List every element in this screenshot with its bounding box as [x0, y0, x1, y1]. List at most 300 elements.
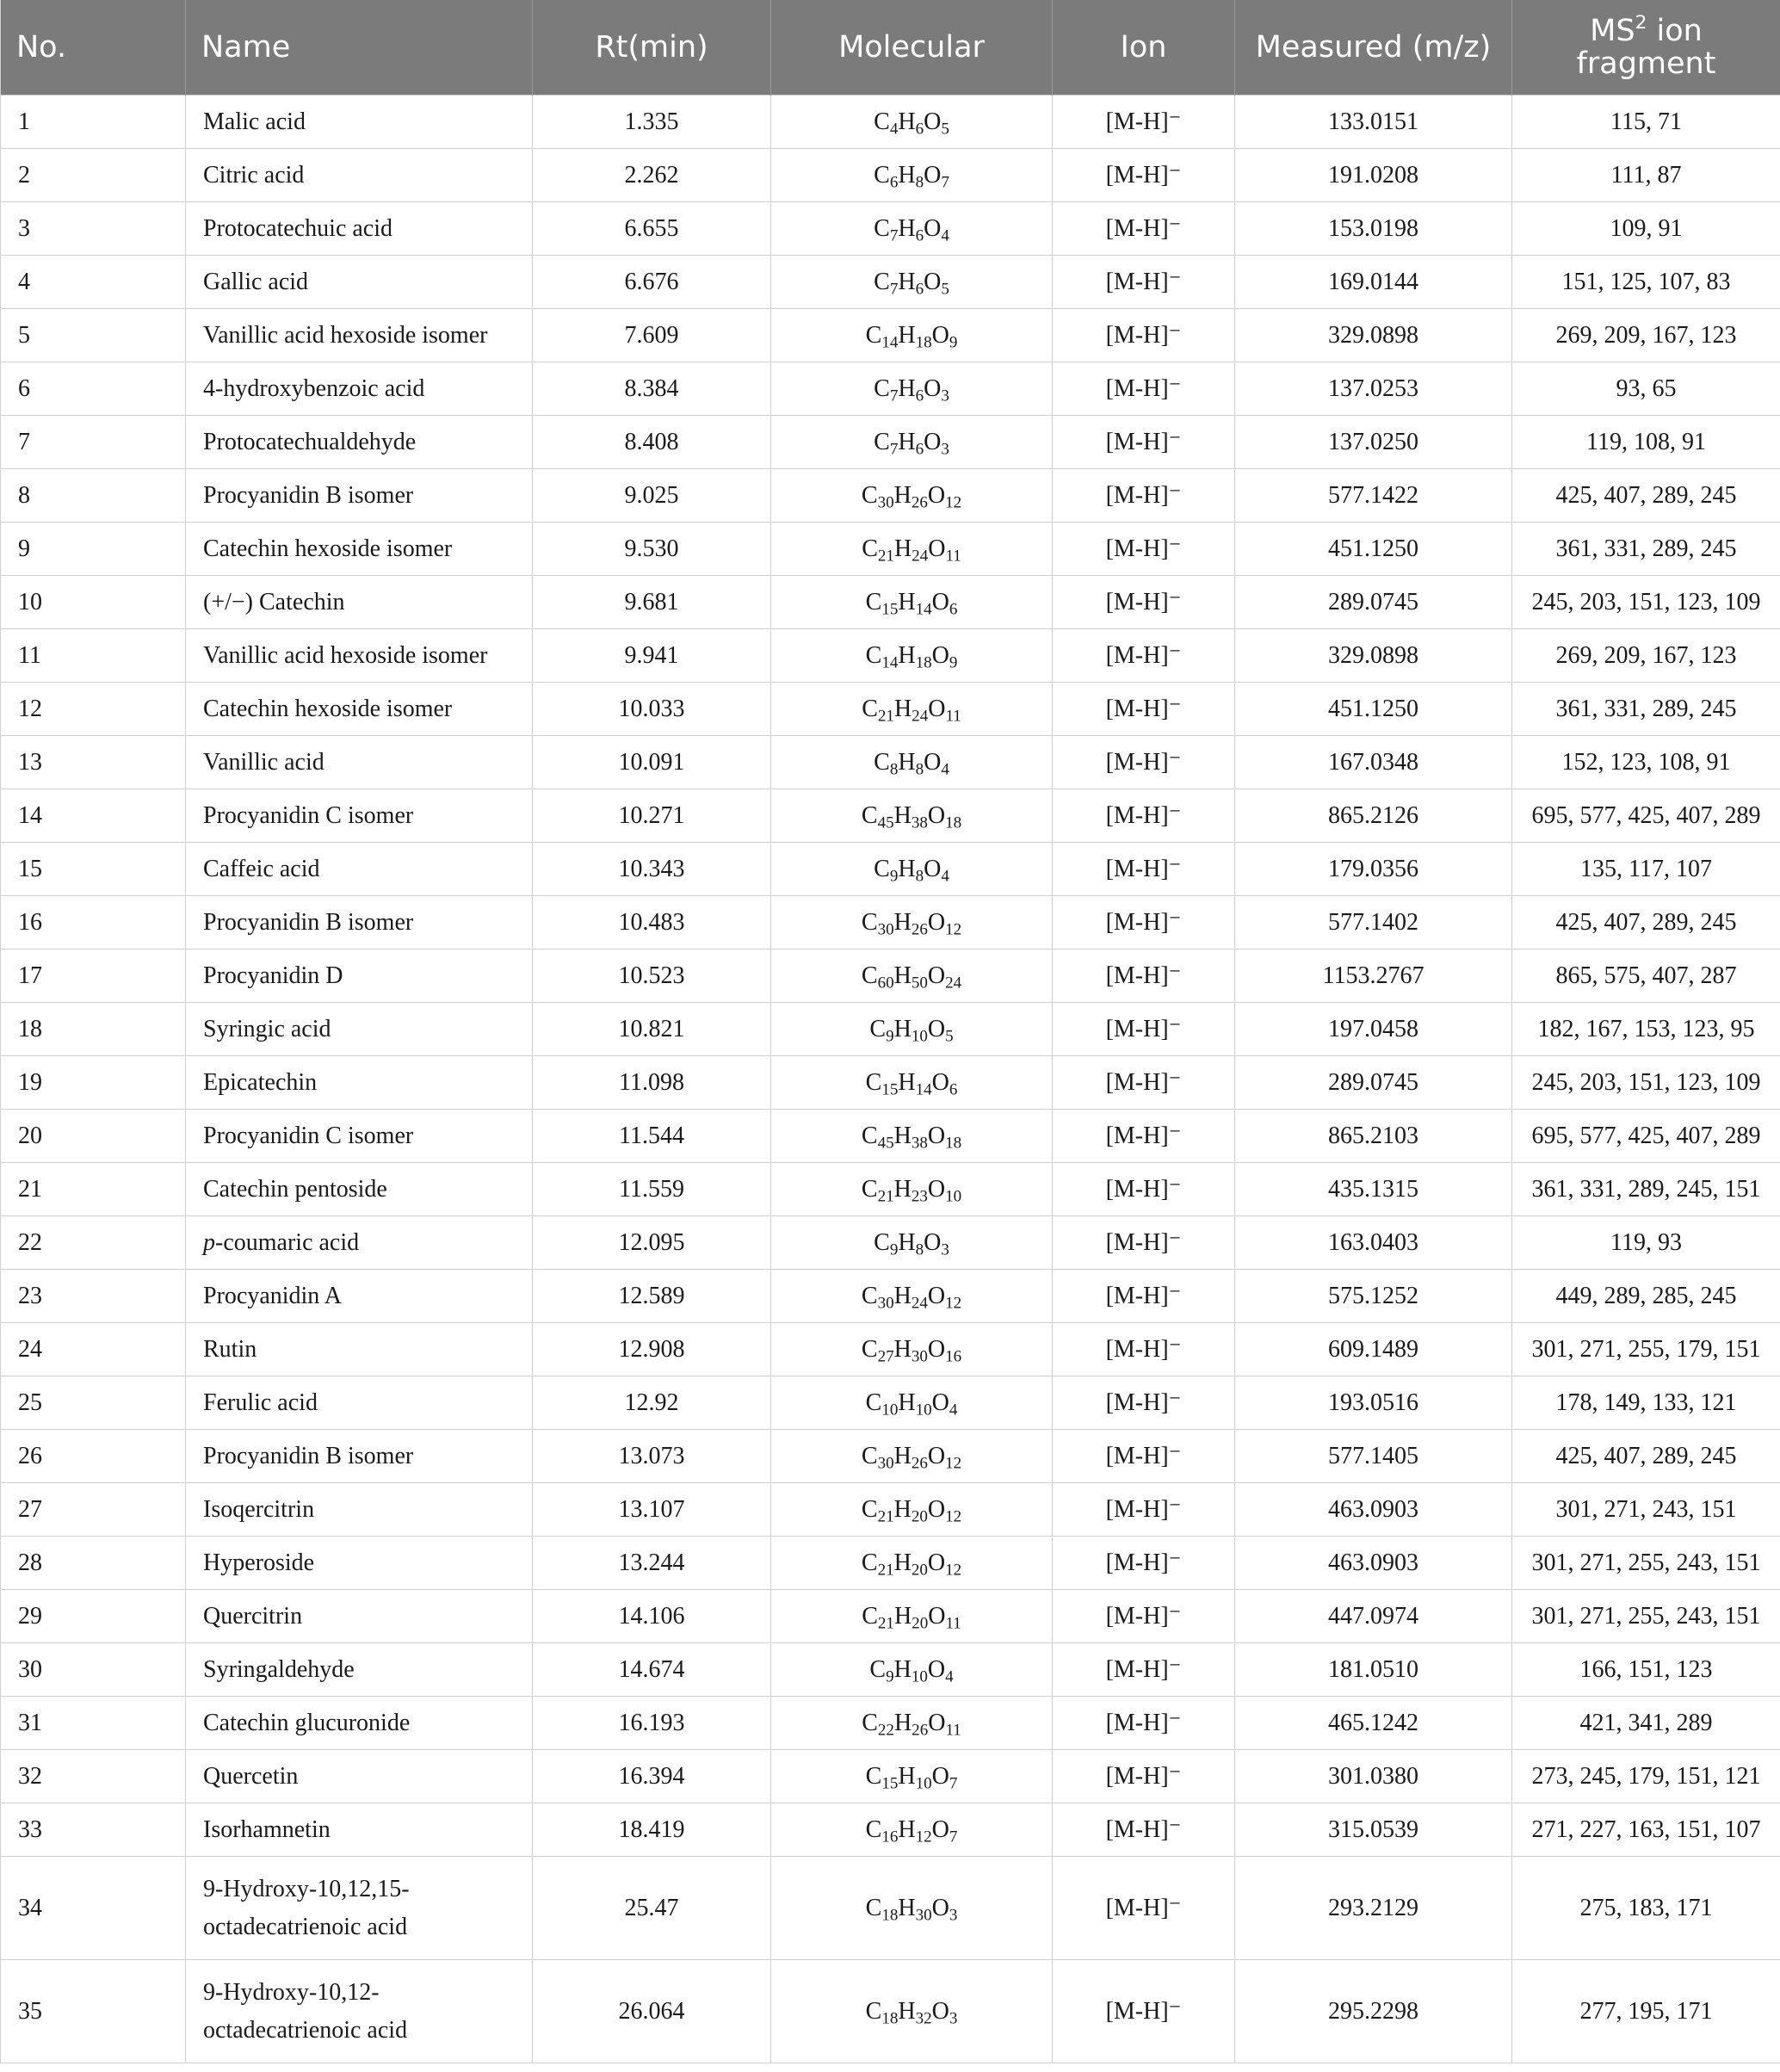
cell-measured: 315.0539: [1235, 1803, 1512, 1857]
formula-count: 32: [915, 2009, 932, 2028]
header-ms2-prefix: MS: [1590, 14, 1635, 48]
header-ms2-suffix: ion fragment: [1576, 14, 1716, 81]
formula-element: C: [861, 1549, 878, 1576]
name-text: 9-Hydroxy-10,12,15-: [203, 1875, 410, 1902]
cell-name: [186, 1216, 533, 1270]
cell-ms2-fragment: 115, 71: [1512, 96, 1780, 149]
formula-element: O: [927, 908, 946, 936]
cell-ion: [M-H]⁻: [1053, 1857, 1235, 1960]
formula-element: O: [924, 161, 942, 189]
cell-molecular: [771, 789, 1053, 843]
cell-name: [186, 469, 533, 523]
cell-ms2-fragment: 119, 93: [1512, 1216, 1780, 1270]
cell-name: [186, 1537, 533, 1590]
cell-name: [186, 736, 533, 789]
formula-count: 6: [915, 280, 924, 299]
cell-no: 23: [1, 1270, 186, 1323]
formula-count: 11: [945, 1721, 961, 1740]
cell-no: 18: [1, 1003, 186, 1056]
cell-name: [186, 1163, 533, 1216]
name-text: Catechin hexoside isomer: [203, 535, 453, 562]
formula-count: 8: [889, 760, 899, 779]
header-ms2-superscript: 2: [1635, 11, 1647, 34]
formula-count: 24: [912, 707, 929, 726]
formula-element: C: [865, 1068, 882, 1096]
formula-element: H: [893, 481, 912, 509]
formula-element: O: [927, 1549, 946, 1576]
formula-count: 12: [945, 1454, 962, 1473]
formula-count: 7: [889, 387, 899, 405]
cell-no: 32: [1, 1750, 186, 1803]
formula-element: H: [898, 374, 916, 402]
formula-count: 10: [915, 1401, 932, 1419]
cell-measured: 577.1422: [1235, 469, 1512, 523]
cell-no: 35: [1, 1960, 186, 2063]
cell-molecular: [771, 576, 1053, 629]
cell-molecular: [771, 1643, 1053, 1697]
header-name: Name: [186, 0, 533, 96]
formula-count: 18: [915, 653, 932, 672]
formula-element: O: [931, 1997, 949, 2025]
formula-count: 4: [941, 867, 949, 886]
cell-ion: [M-H]⁻: [1053, 896, 1235, 949]
formula-count: 8: [915, 760, 924, 779]
cell-molecular: [771, 1483, 1053, 1537]
cell-name: [186, 1110, 533, 1163]
formula-count: 21: [877, 547, 894, 566]
table-row: [1, 1590, 1780, 1643]
formula-count: 5: [941, 120, 949, 139]
name-text: 4-hydroxybenzoic acid: [203, 374, 425, 402]
cell-name: [186, 1270, 533, 1323]
formula-count: 15: [881, 1774, 899, 1793]
formula-count: 12: [945, 1294, 962, 1313]
table-row: [1, 149, 1780, 202]
formula-element: C: [874, 748, 890, 776]
formula-count: 9: [889, 867, 899, 886]
table-row: [1, 1323, 1780, 1376]
cell-molecular: [771, 1750, 1053, 1803]
cell-ion: [M-H]⁻: [1053, 1960, 1235, 2063]
formula-element: C: [861, 481, 878, 509]
cell-ion: [M-H]⁻: [1053, 202, 1235, 256]
formula-element: H: [898, 1228, 916, 1256]
cell-name: [186, 1056, 533, 1110]
cell-measured: 167.0348: [1235, 736, 1512, 789]
cell-ms2-fragment: 449, 289, 285, 245: [1512, 1270, 1780, 1323]
formula-count: 20: [911, 1507, 928, 1526]
formula-count: 10: [881, 1401, 899, 1419]
cell-measured: 465.1242: [1235, 1697, 1512, 1750]
formula-count: 10: [915, 1774, 932, 1793]
formula-count: 7: [949, 1774, 958, 1793]
formula-element: H: [893, 695, 912, 722]
cell-ion: [M-H]⁻: [1053, 362, 1235, 416]
formula-element: O: [928, 1602, 946, 1630]
cell-ion: [M-H]⁻: [1053, 1537, 1235, 1590]
cell-name: [186, 1750, 533, 1803]
cell-name: [186, 202, 533, 256]
formula-count: 5: [945, 1027, 954, 1046]
cell-ms2-fragment: 178, 149, 133, 121: [1512, 1376, 1780, 1430]
cell-measured: 193.0516: [1235, 1376, 1512, 1430]
cell-measured: 447.0974: [1235, 1590, 1512, 1643]
formula-count: 30: [877, 920, 894, 939]
cell-measured: 463.0903: [1235, 1537, 1512, 1590]
table-row: [1, 1270, 1780, 1323]
formula-count: 12: [945, 493, 962, 512]
formula-element: O: [927, 1495, 946, 1523]
name-text: (+/−) Catechin: [203, 588, 345, 615]
header-ion: Ion: [1053, 0, 1235, 96]
formula-count: 9: [949, 333, 958, 352]
cell-no: 10: [1, 576, 186, 629]
formula-count: 30: [911, 1347, 928, 1366]
formula-count: 8: [915, 1240, 924, 1259]
formula-element: H: [893, 1495, 912, 1523]
cell-ms2-fragment: 301, 271, 255, 243, 151: [1512, 1590, 1780, 1643]
cell-measured: 289.0745: [1235, 1056, 1512, 1110]
name-text: Citric acid: [203, 161, 305, 189]
formula-count: 18: [945, 813, 962, 832]
cell-name: [186, 683, 533, 736]
cell-no: 28: [1, 1537, 186, 1590]
name-text: Procyanidin B isomer: [203, 1442, 414, 1469]
formula-element: C: [865, 1894, 882, 1921]
cell-no: 27: [1, 1483, 186, 1537]
formula-count: 21: [877, 1561, 894, 1580]
cell-molecular: [771, 1697, 1053, 1750]
formula-count: 21: [877, 1614, 894, 1633]
table-row: [1, 469, 1780, 523]
table-row: [1, 1697, 1780, 1750]
table-row: [1, 1056, 1780, 1110]
cell-molecular: [771, 896, 1053, 949]
header-no: No.: [1, 0, 186, 96]
cell-measured: 153.0198: [1235, 202, 1512, 256]
name-text: Procyanidin C isomer: [203, 801, 414, 829]
cell-rt: 2.262: [533, 149, 771, 202]
formula-element: C: [874, 374, 890, 402]
cell-measured: 179.0356: [1235, 843, 1512, 896]
formula-count: 6: [949, 1080, 958, 1099]
table-row: [1, 416, 1780, 469]
formula-element: O: [924, 214, 942, 242]
formula-count: 24: [911, 1294, 928, 1313]
formula-count: 14: [881, 653, 899, 672]
formula-element: H: [893, 908, 912, 936]
table-row: [1, 362, 1780, 416]
formula-element: O: [928, 535, 946, 562]
cell-molecular: [771, 1270, 1053, 1323]
formula-element: H: [893, 1282, 912, 1309]
cell-measured: 1153.2767: [1235, 949, 1512, 1003]
cell-molecular: [771, 629, 1053, 683]
formula-count: 30: [915, 1906, 932, 1925]
table-row: [1, 896, 1780, 949]
name-text: Procyanidin C isomer: [203, 1122, 414, 1149]
name-text: Vanillic acid hexoside isomer: [203, 321, 488, 349]
formula-count: 14: [881, 333, 899, 352]
cell-no: 6: [1, 362, 186, 416]
name-text: Quercitrin: [203, 1602, 303, 1630]
formula-element: O: [927, 1122, 946, 1149]
cell-measured: 865.2126: [1235, 789, 1512, 843]
formula-element: C: [874, 428, 890, 455]
table-row: [1, 256, 1780, 309]
cell-no: 7: [1, 416, 186, 469]
cell-ms2-fragment: 361, 331, 289, 245: [1512, 683, 1780, 736]
table-row: [1, 1376, 1780, 1430]
formula-element: C: [874, 1228, 890, 1256]
name-text: Hyperoside: [203, 1549, 315, 1576]
cell-ms2-fragment: 277, 195, 171: [1512, 1960, 1780, 2063]
cell-ms2-fragment: 93, 65: [1512, 362, 1780, 416]
cell-ion: [M-H]⁻: [1053, 1163, 1235, 1216]
formula-element: O: [931, 1815, 949, 1843]
cell-rt: 11.098: [533, 1056, 771, 1110]
cell-molecular: [771, 1376, 1053, 1430]
formula-element: O: [927, 1282, 946, 1309]
cell-molecular: [771, 149, 1053, 202]
formula-count: 26: [911, 920, 928, 939]
cell-molecular: [771, 1216, 1053, 1270]
cell-ion: [M-H]⁻: [1053, 1590, 1235, 1643]
formula-count: 10: [911, 1667, 928, 1686]
formula-element: C: [861, 1282, 878, 1309]
formula-element: H: [898, 641, 916, 669]
cell-rt: 10.343: [533, 843, 771, 896]
cell-name: [186, 523, 533, 576]
formula-element: O: [924, 428, 942, 455]
formula-element: O: [931, 1068, 949, 1096]
formula-element: H: [893, 1175, 912, 1203]
cell-ms2-fragment: 275, 183, 171: [1512, 1857, 1780, 1960]
formula-element: O: [931, 1894, 949, 1921]
formula-element: H: [893, 962, 912, 989]
cell-rt: 9.025: [533, 469, 771, 523]
formula-element: O: [927, 1175, 946, 1203]
formula-count: 7: [889, 226, 899, 245]
formula-element: O: [924, 268, 942, 295]
cell-ion: [M-H]⁻: [1053, 309, 1235, 362]
cell-molecular: [771, 949, 1053, 1003]
cell-rt: 10.271: [533, 789, 771, 843]
formula-element: H: [893, 1655, 912, 1683]
cell-rt: 9.941: [533, 629, 771, 683]
table-row: [1, 1216, 1780, 1270]
formula-element: O: [928, 1709, 946, 1736]
cell-measured: 137.0253: [1235, 362, 1512, 416]
cell-ms2-fragment: 119, 108, 91: [1512, 416, 1780, 469]
cell-measured: 865.2103: [1235, 1110, 1512, 1163]
cell-ion: [M-H]⁻: [1053, 1323, 1235, 1376]
cell-rt: 10.821: [533, 1003, 771, 1056]
formula-element: O: [931, 641, 949, 669]
formula-element: H: [898, 1815, 916, 1843]
formula-element: C: [869, 1655, 887, 1683]
cell-ion: [M-H]⁻: [1053, 1643, 1235, 1697]
cell-measured: 295.2298: [1235, 1960, 1512, 2063]
cell-ion: [M-H]⁻: [1053, 149, 1235, 202]
cell-no: 1: [1, 96, 186, 149]
cell-no: 25: [1, 1376, 186, 1430]
formula-count: 9: [886, 1667, 894, 1686]
cell-rt: 10.483: [533, 896, 771, 949]
cell-measured: 575.1252: [1235, 1270, 1512, 1323]
name-text: Syringic acid: [203, 1015, 331, 1042]
cell-ms2-fragment: 271, 227, 163, 151, 107: [1512, 1803, 1780, 1857]
formula-count: 38: [911, 1134, 928, 1153]
formula-element: C: [861, 1495, 878, 1523]
cell-ion: [M-H]⁻: [1053, 1483, 1235, 1537]
formula-count: 3: [941, 440, 949, 459]
formula-count: 18: [945, 1134, 962, 1153]
cell-name: [186, 1643, 533, 1697]
cell-no: 14: [1, 789, 186, 843]
formula-count: 9: [949, 653, 958, 672]
cell-ion: [M-H]⁻: [1053, 1750, 1235, 1803]
cell-ion: [M-H]⁻: [1053, 629, 1235, 683]
table-row: [1, 309, 1780, 362]
formula-element: C: [861, 908, 878, 936]
cell-molecular: [771, 309, 1053, 362]
cell-name: [186, 256, 533, 309]
header-row: [1, 0, 1780, 96]
cell-ion: [M-H]⁻: [1053, 1003, 1235, 1056]
cell-molecular: [771, 1803, 1053, 1857]
table-row: [1, 1750, 1780, 1803]
cell-rt: 25.47: [533, 1857, 771, 1960]
formula-count: 6: [915, 440, 924, 459]
table-row: [1, 523, 1780, 576]
cell-name: [186, 843, 533, 896]
cell-no: 24: [1, 1323, 186, 1376]
cell-molecular: [771, 1323, 1053, 1376]
cell-molecular: [771, 1537, 1053, 1590]
cell-name: [186, 416, 533, 469]
name-text: Ferulic acid: [203, 1389, 318, 1416]
formula-count: 4: [949, 1401, 958, 1419]
cell-ion: [M-H]⁻: [1053, 576, 1235, 629]
formula-element: C: [874, 214, 890, 242]
name-text: Procyanidin B isomer: [203, 908, 414, 936]
cell-ms2-fragment: 361, 331, 289, 245: [1512, 523, 1780, 576]
formula-element: H: [893, 1602, 912, 1630]
cell-molecular: [771, 1003, 1053, 1056]
cell-measured: 181.0510: [1235, 1643, 1512, 1697]
cell-ion: [M-H]⁻: [1053, 1110, 1235, 1163]
formula-count: 27: [877, 1347, 894, 1366]
cell-ms2-fragment: 245, 203, 151, 123, 109: [1512, 576, 1780, 629]
table-row: [1, 576, 1780, 629]
formula-count: 20: [911, 1561, 928, 1580]
cell-molecular: [771, 843, 1053, 896]
cell-name: [186, 789, 533, 843]
formula-count: 3: [941, 1240, 949, 1259]
formula-element: H: [898, 748, 916, 776]
formula-element: C: [861, 1335, 878, 1363]
cell-rt: 12.92: [533, 1376, 771, 1430]
formula-element: H: [898, 1894, 916, 1921]
cell-rt: 11.559: [533, 1163, 771, 1216]
cell-no: 15: [1, 843, 186, 896]
table-row: [1, 1803, 1780, 1857]
cell-measured: 197.0458: [1235, 1003, 1512, 1056]
cell-name: [186, 896, 533, 949]
cell-rt: 13.107: [533, 1483, 771, 1537]
formula-element: O: [931, 1389, 949, 1416]
formula-count: 30: [877, 1294, 894, 1313]
formula-count: 21: [877, 1507, 894, 1526]
formula-element: C: [862, 1602, 878, 1630]
formula-element: O: [924, 374, 942, 402]
table-header: [1, 0, 1780, 96]
formula-element: H: [893, 1549, 912, 1576]
formula-element: H: [898, 588, 916, 615]
formula-element: H: [898, 1389, 916, 1416]
formula-element: H: [898, 161, 916, 189]
cell-rt: 16.394: [533, 1750, 771, 1803]
cell-measured: 577.1402: [1235, 896, 1512, 949]
cell-rt: 1.335: [533, 96, 771, 149]
cell-ion: [M-H]⁻: [1053, 1376, 1235, 1430]
formula-element: O: [927, 962, 946, 989]
formula-element: C: [865, 641, 882, 669]
cell-ms2-fragment: 245, 203, 151, 123, 109: [1512, 1056, 1780, 1110]
cell-name: [186, 309, 533, 362]
formula-element: C: [865, 1815, 882, 1843]
name-text: Syringaldehyde: [203, 1655, 355, 1683]
cell-name: [186, 1697, 533, 1750]
cell-molecular: [771, 202, 1053, 256]
cell-molecular: [771, 96, 1053, 149]
formula-element: C: [862, 695, 878, 722]
cell-rt: 18.419: [533, 1803, 771, 1857]
formula-element: C: [865, 588, 882, 615]
cell-rt: 10.523: [533, 949, 771, 1003]
formula-element: H: [898, 1762, 916, 1790]
formula-count: 3: [949, 1906, 958, 1925]
cell-no: 17: [1, 949, 186, 1003]
formula-count: 14: [915, 600, 932, 619]
cell-molecular: [771, 1590, 1053, 1643]
formula-element: C: [874, 108, 890, 135]
cell-ion: [M-H]⁻: [1053, 523, 1235, 576]
cell-no: 19: [1, 1056, 186, 1110]
cell-name: [186, 629, 533, 683]
formula-element: O: [928, 695, 946, 722]
cell-molecular: [771, 362, 1053, 416]
cell-molecular: [771, 1960, 1053, 2063]
cell-rt: 12.589: [533, 1270, 771, 1323]
formula-element: C: [861, 1122, 878, 1149]
cell-ms2-fragment: 695, 577, 425, 407, 289: [1512, 789, 1780, 843]
formula-count: 22: [877, 1721, 894, 1740]
table-row: [1, 1110, 1780, 1163]
name-text: Rutin: [203, 1335, 257, 1363]
cell-name: [186, 1803, 533, 1857]
cell-name: [186, 1003, 533, 1056]
formula-count: 4: [889, 120, 899, 139]
formula-element: H: [893, 801, 912, 829]
formula-element: C: [874, 855, 890, 882]
formula-count: 12: [945, 920, 962, 939]
cell-name: [186, 1430, 533, 1483]
cell-ms2-fragment: 269, 209, 167, 123: [1512, 629, 1780, 683]
header-rt: Rt(min): [533, 0, 771, 96]
name-text: Protocatechualdehyde: [203, 428, 417, 455]
